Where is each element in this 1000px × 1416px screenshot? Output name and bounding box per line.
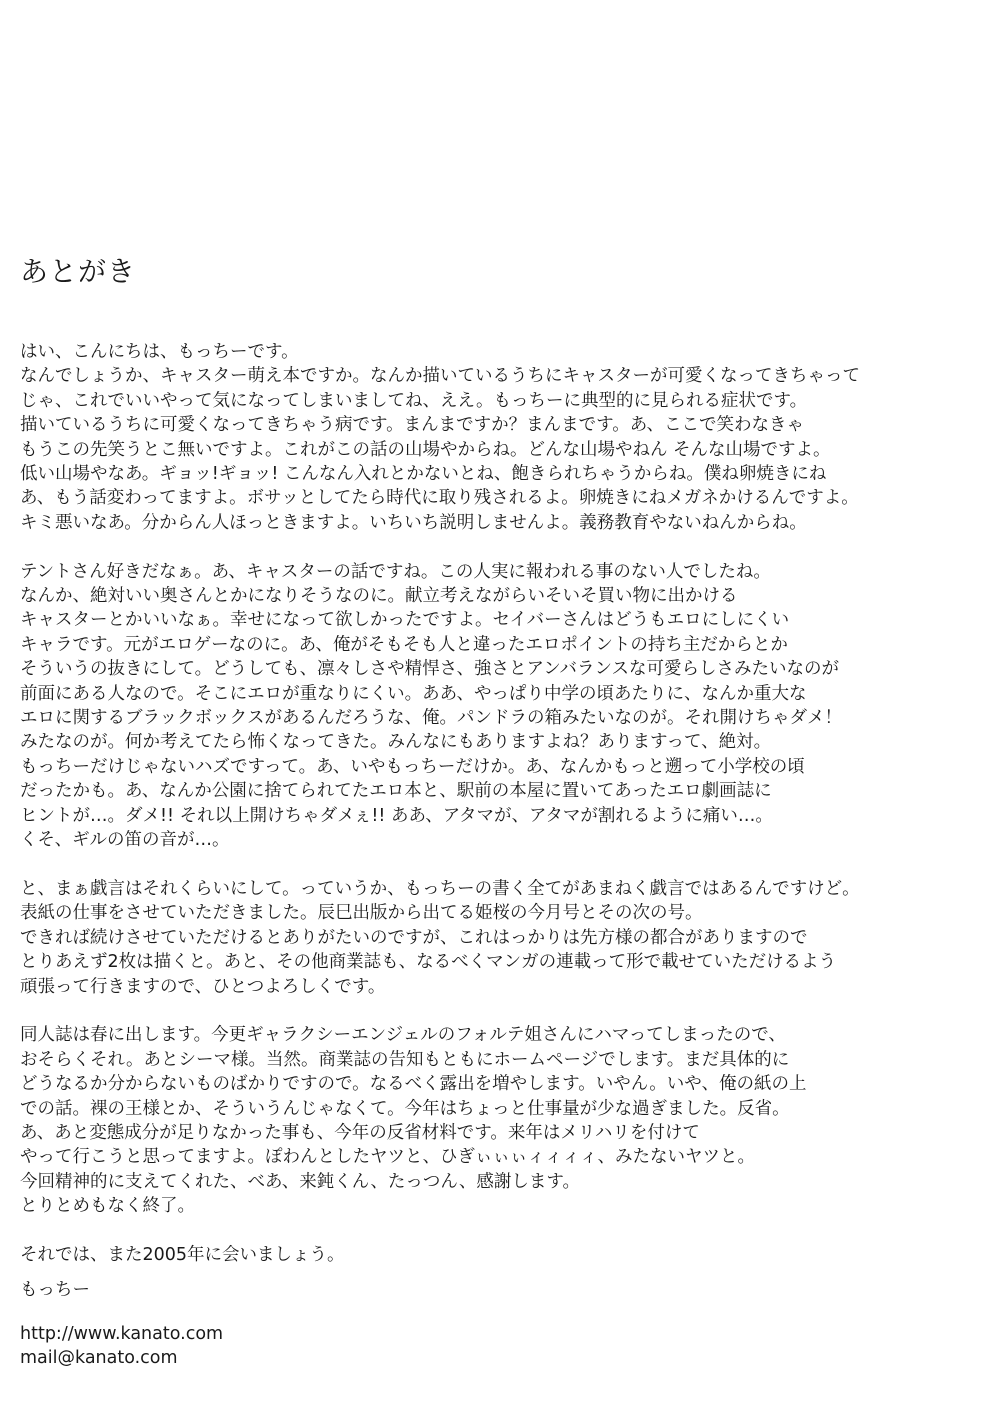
text-line: 表紙の仕事をさせていただきました。辰巳出版から出てる姫桜の今月号とその次の号。	[20, 903, 703, 924]
paragraph-5	[20, 1243, 980, 1267]
text-line: できれば続けさせていただけるとありがたいのですが、これはっかりは先方様の都合がありますので	[20, 927, 808, 948]
text-line: みたなのが。何か考えてたら怖くなってきた。みんなにもありますよね？ありますって、絶対。	[20, 732, 772, 753]
text-line: 低い山場やなあ。ギョッ!ギョッ! こんなん入れとかないとね、飽きられちゃうからね。僕ね卵焼きにね	[20, 464, 827, 485]
paragraph-3	[20, 877, 980, 999]
text-line: と、まぁ戯言はそれくらいにして。っていうか、もっちーの書く全てがあまねく戯言ではあるんですけど。	[20, 878, 860, 899]
text-line: 描いているうちに可愛くなってきちゃう病です。まんまですか？まんまです。あ、ここで笑わなきゃ	[20, 415, 804, 436]
page-title: あとがき	[20, 255, 137, 288]
text-line: 頑張って行きますので、ひとつよろしくです。	[20, 976, 386, 997]
text-line: そういうの抜きにして。どうしても、凛々しさや精悍さ、強さとアンバランスな可愛らしさみたいなのが	[20, 659, 839, 680]
afterword-body	[20, 340, 980, 1292]
text-line: 前面にある人なので。そこにエロが重なりにくい。ああ、やっぱり中学の頃あたりに、なんか重大な	[20, 683, 807, 704]
text-line: エロに関するブラックボックスがあるんだろうな、俺。パンドラの箱みたいなのが。それ開けちゃダメ！	[20, 708, 842, 729]
text-line: もっちーだけじゃないハズですって。あ、いやもっちーだけか。あ、なんかもっと遡って小学校の頃	[20, 756, 805, 777]
text-line: それでは、また2005年に会いましょう。	[20, 1244, 345, 1265]
text-line: だったかも。あ、なんか公園に捨てられてたエロ本と、駅前の本屋に置いてあったエロ劇画誌に	[20, 781, 772, 802]
mail-address: mail@kanato.com	[20, 1348, 178, 1368]
text-line: ヒントが…。ダメ!! それ以上開けちゃダメぇ!! ああ、アタマが、アタマが割れるように痛い…。	[20, 805, 773, 826]
text-line: おそらくそれ。あとシーマ様。当然。商業誌の告知もともにホームページでします。まだ具体的に	[20, 1049, 790, 1070]
text-line: とりとめもなく終了。	[20, 1196, 195, 1217]
text-line: 今回精神的に支えてくれた、べあ、来鈍くん、たっつん、感謝します。	[20, 1171, 580, 1192]
text-line: なんでしょうか、キャスター萌え本ですか。なんか描いているうちにキャスターが可愛くなってきちゃって	[20, 366, 860, 387]
text-line: なんか、絶対いい奥さんとかになりそうなのに。献立考えながらいそいそ買い物に出かける	[20, 586, 738, 607]
paragraph-1	[20, 340, 980, 535]
text-line: もうこの先笑うとこ無いですよ。これがこの話の山場やからね。どんな山場やねん そんな山場ですよ。	[20, 439, 831, 460]
paragraph-4	[20, 1023, 980, 1218]
text-line: キミ悪いなあ。分からん人ほっときますよ。いちいち説明しませんよ。義務教育やないねんからね。	[20, 512, 807, 533]
text-line: 同人誌は春に出します。今更ギャラクシーエンジェルのフォルテ姐さんにハマってしまったので、	[20, 1025, 786, 1046]
website-url: http://www.kanato.com	[20, 1324, 224, 1344]
contact-links	[20, 1322, 223, 1370]
text-line: あ、もう話変わってますよ。ボサッとしてたら時代に取り残されるよ。卵焼きにねメガネかけるんですよ。	[20, 488, 859, 509]
text-line: やって行こうと思ってますよ。ぽわんとしたヤツと、ひぎぃぃぃィィィィ、みたないヤツと。	[20, 1147, 755, 1168]
text-line: キャラです。元がエロゲーなのに。あ、俺がそもそも人と違ったエロポイントの持ち主だからとか	[20, 634, 788, 655]
text-line: じゃ、これでいいやって気になってしまいましてね、ええ。もっちーに典型的に見られる症状です。	[20, 390, 808, 411]
author-signature: もっちー	[20, 1280, 90, 1300]
paragraph-2	[20, 560, 980, 853]
text-line: どうなるか分からないものばかりですので。なるべく露出を増やします。いやん。いや、俺の紙の上	[20, 1074, 807, 1095]
text-line: くそ、ギルの笛の音が…。	[20, 830, 230, 851]
text-line: での話。裸の王様とか、そういうんじゃなくて。今年はちょっと仕事量が少な過ぎました。反省。	[20, 1098, 790, 1119]
text-line: キャスターとかいいなぁ。幸せになって欲しかったですよ。セイバーさんはどうもエロにしにくい	[20, 610, 790, 631]
text-line: はい、こんにちは、もっちーです。	[20, 342, 299, 362]
text-line: とりあえず2枚は描くと。あと、その他商業誌も、なるべくマンガの連載って形で載せていただけるよう	[20, 952, 837, 973]
text-line: あ、あと変態成分が足りなかった事も、今年の反省材料です。来年はメリハリを付けて	[20, 1122, 700, 1143]
text-line: テントさん好きだなぁ。あ、キャスターの話ですね。この人実に報われる事のない人でしたね。	[20, 561, 771, 582]
